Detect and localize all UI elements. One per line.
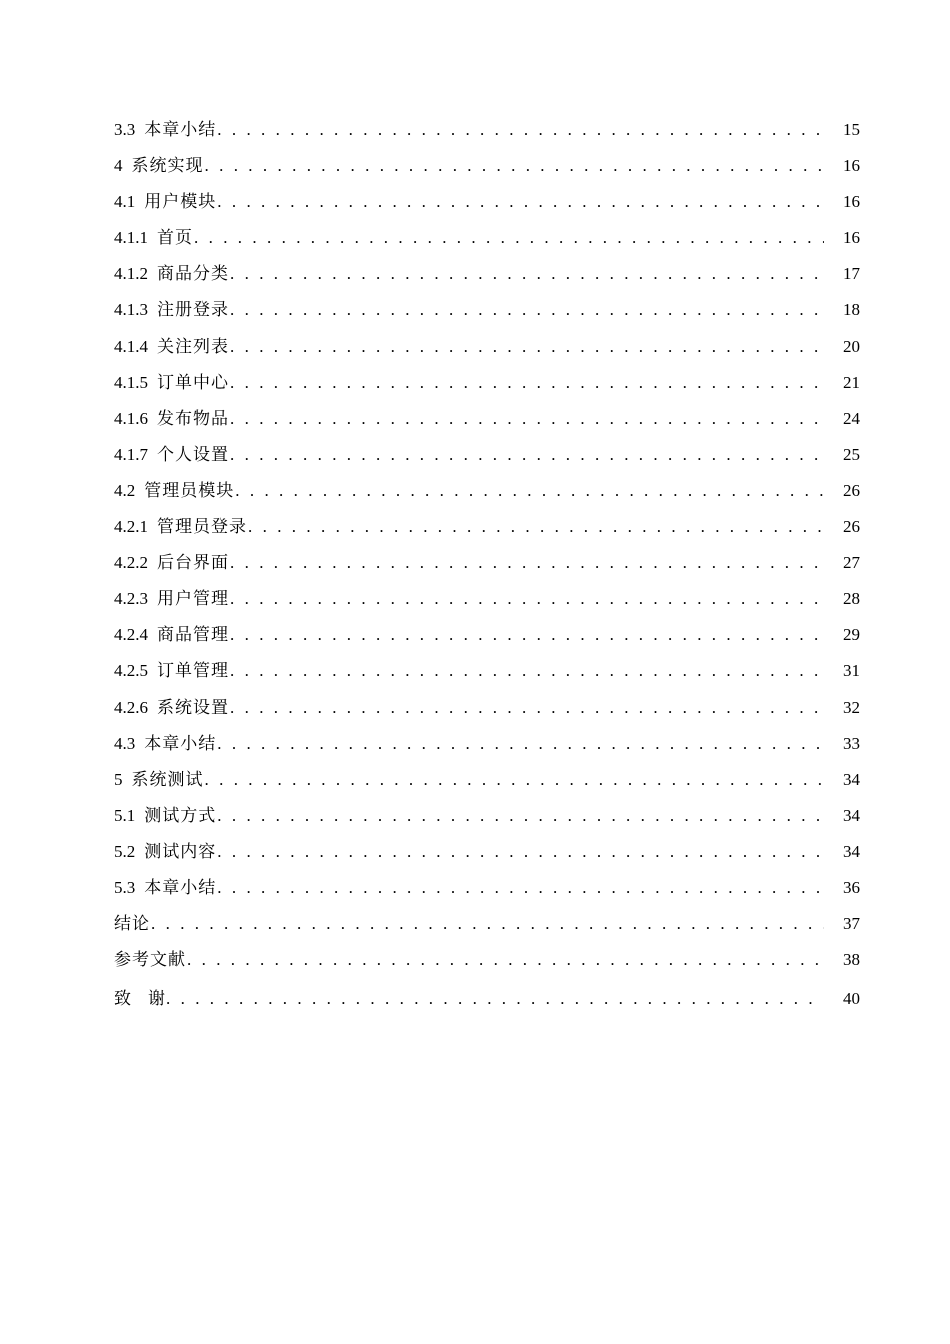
toc-entry-page: 27 <box>843 553 860 573</box>
toc-dot-leader <box>235 479 824 503</box>
toc-entry-4-2[interactable] <box>114 479 860 515</box>
toc-entry-number: 4.2.3 <box>114 589 148 609</box>
toc-dot-leader <box>230 443 824 467</box>
table-of-contents <box>114 118 860 1023</box>
toc-entry-page: 18 <box>843 300 860 320</box>
toc-entry-4-2-5[interactable] <box>114 659 860 695</box>
toc-entry-number: 4 <box>114 156 123 176</box>
toc-entry-title: 订单管理 <box>157 661 229 681</box>
toc-dot-leader <box>230 587 824 611</box>
toc-dot-leader <box>217 732 824 756</box>
toc-entry-title: 注册登录 <box>157 300 229 320</box>
toc-entry-title: 参考文献 <box>114 950 186 970</box>
toc-entry-page: 17 <box>843 264 860 284</box>
toc-dot-leader <box>217 190 824 214</box>
toc-entry-page: 34 <box>843 805 860 825</box>
toc-dot-leader <box>205 154 825 178</box>
toc-dot-leader <box>230 262 824 286</box>
toc-entry-conclusion[interactable] <box>114 912 860 948</box>
toc-entry-number: 5 <box>114 769 123 789</box>
toc-entry-page: 38 <box>843 950 860 970</box>
toc-dot-leader <box>194 226 824 250</box>
toc-entry-number: 4.1.4 <box>114 336 148 356</box>
toc-entry-page: 15 <box>843 120 860 139</box>
toc-entry-4-3[interactable] <box>114 732 860 768</box>
toc-entry-4-2-4[interactable] <box>114 623 860 659</box>
toc-entry-number: 4.2.2 <box>114 553 148 573</box>
toc-dot-leader <box>166 987 824 1011</box>
toc-dot-leader <box>230 371 824 395</box>
toc-entry-title: 关注列表 <box>157 336 229 356</box>
toc-entry-3-3[interactable] <box>114 118 860 154</box>
toc-entry-page: 24 <box>843 408 860 428</box>
toc-dot-leader <box>230 551 824 575</box>
toc-entry-number: 4.1.5 <box>114 372 148 392</box>
toc-entry-title: 本章小结 <box>144 877 217 897</box>
toc-entry-page: 34 <box>843 841 860 861</box>
toc-entry-number: 4.2.1 <box>114 517 148 537</box>
toc-entry-title: 结论 <box>114 914 150 934</box>
toc-entry-number: 4.1.6 <box>114 408 148 428</box>
toc-entry-title: 致 谢 <box>114 989 165 1009</box>
toc-entry-page: 34 <box>843 769 860 789</box>
toc-entry-page: 16 <box>843 228 860 248</box>
toc-entry-number: 4.1 <box>114 192 136 212</box>
toc-entry-title: 管理员模块 <box>144 480 235 500</box>
toc-entry-number: 4.3 <box>114 733 136 753</box>
toc-entry-title: 本章小结 <box>144 120 217 139</box>
toc-dot-leader <box>217 840 824 864</box>
toc-entry-4-1-7[interactable] <box>114 443 860 479</box>
toc-dot-leader <box>205 768 825 792</box>
toc-entry-number: 4.2.4 <box>114 625 148 645</box>
toc-entry-page: 16 <box>843 192 860 212</box>
toc-entry-number: 4.2.5 <box>114 661 148 681</box>
toc-dot-leader <box>230 335 824 359</box>
toc-entry-4-2-1[interactable] <box>114 515 860 551</box>
toc-entry-title: 后台界面 <box>157 553 229 573</box>
toc-entry-4-1[interactable] <box>114 190 860 226</box>
toc-dot-leader <box>217 118 824 142</box>
toc-entry-number: 5.3 <box>114 877 136 897</box>
toc-entry-4-1-6[interactable] <box>114 407 860 443</box>
toc-entry-page: 33 <box>843 733 860 753</box>
toc-entry-title: 系统设置 <box>157 697 229 717</box>
toc-dot-leader <box>230 623 824 647</box>
toc-entry-title: 测试内容 <box>144 841 217 861</box>
toc-entry-4-2-2[interactable] <box>114 551 860 587</box>
toc-entry-page: 36 <box>843 877 860 897</box>
toc-entry-number: 4.1.7 <box>114 444 148 464</box>
toc-entry-5-3[interactable] <box>114 876 860 912</box>
toc-entry-title: 系统实现 <box>131 156 204 176</box>
toc-dot-leader <box>230 298 824 322</box>
toc-entry-4-1-1[interactable] <box>114 226 860 262</box>
toc-entry-page: 28 <box>843 589 860 609</box>
toc-entry-4[interactable] <box>114 154 860 190</box>
toc-entry-page: 37 <box>843 914 860 934</box>
toc-entry-title: 测试方式 <box>144 805 217 825</box>
toc-entry-references[interactable] <box>114 948 860 984</box>
toc-entry-number: 4.2 <box>114 480 136 500</box>
toc-dot-leader <box>187 948 824 972</box>
toc-entry-title: 首页 <box>157 228 193 248</box>
toc-entry-title: 商品分类 <box>157 264 229 284</box>
toc-entry-page: 16 <box>843 156 860 176</box>
toc-dot-leader <box>151 912 824 936</box>
toc-entry-title: 订单中心 <box>157 372 229 392</box>
toc-entry-title: 个人设置 <box>157 444 229 464</box>
toc-entry-page: 32 <box>843 697 860 717</box>
toc-entry-number: 5.2 <box>114 841 136 861</box>
toc-dot-leader <box>230 407 824 431</box>
toc-entry-number: 4.1.2 <box>114 264 148 284</box>
toc-entry-page: 29 <box>843 625 860 645</box>
toc-entry-5[interactable] <box>114 768 860 804</box>
toc-entry-page: 26 <box>843 517 860 537</box>
toc-entry-title: 本章小结 <box>144 733 217 753</box>
toc-entry-number: 4.1.1 <box>114 228 148 248</box>
toc-entry-4-1-5[interactable] <box>114 371 860 407</box>
toc-entry-4-1-3[interactable] <box>114 298 860 334</box>
toc-dot-leader <box>230 659 824 683</box>
toc-entry-page: 20 <box>843 336 860 356</box>
toc-entry-number: 4.2.6 <box>114 697 148 717</box>
toc-entry-title: 商品管理 <box>157 625 229 645</box>
toc-entry-page: 25 <box>843 444 860 464</box>
toc-dot-leader <box>217 804 824 828</box>
toc-entry-title: 系统测试 <box>131 769 204 789</box>
toc-entry-number: 5.1 <box>114 805 136 825</box>
toc-entry-title: 用户管理 <box>157 589 229 609</box>
toc-entry-4-1-4[interactable] <box>114 335 860 371</box>
toc-entry-page: 26 <box>843 480 860 500</box>
toc-dot-leader <box>248 515 824 539</box>
toc-entry-page: 21 <box>843 372 860 392</box>
toc-entry-title: 发布物品 <box>157 408 229 428</box>
toc-dot-leader <box>217 876 824 900</box>
toc-entry-page: 31 <box>843 661 860 681</box>
toc-entry-4-2-6[interactable] <box>114 696 860 732</box>
toc-entry-title: 用户模块 <box>144 192 217 212</box>
toc-entry-page: 40 <box>843 989 860 1009</box>
toc-entry-number: 3.3 <box>114 120 136 139</box>
toc-entry-5-2[interactable] <box>114 840 860 876</box>
toc-entry-number: 4.1.3 <box>114 300 148 320</box>
toc-entry-title: 管理员登录 <box>157 517 247 537</box>
toc-entry-4-2-3[interactable] <box>114 587 860 623</box>
toc-entry-4-1-2[interactable] <box>114 262 860 298</box>
toc-entry-acknowledgements[interactable] <box>114 987 860 1023</box>
toc-entry-5-1[interactable] <box>114 804 860 840</box>
toc-dot-leader <box>230 696 824 720</box>
